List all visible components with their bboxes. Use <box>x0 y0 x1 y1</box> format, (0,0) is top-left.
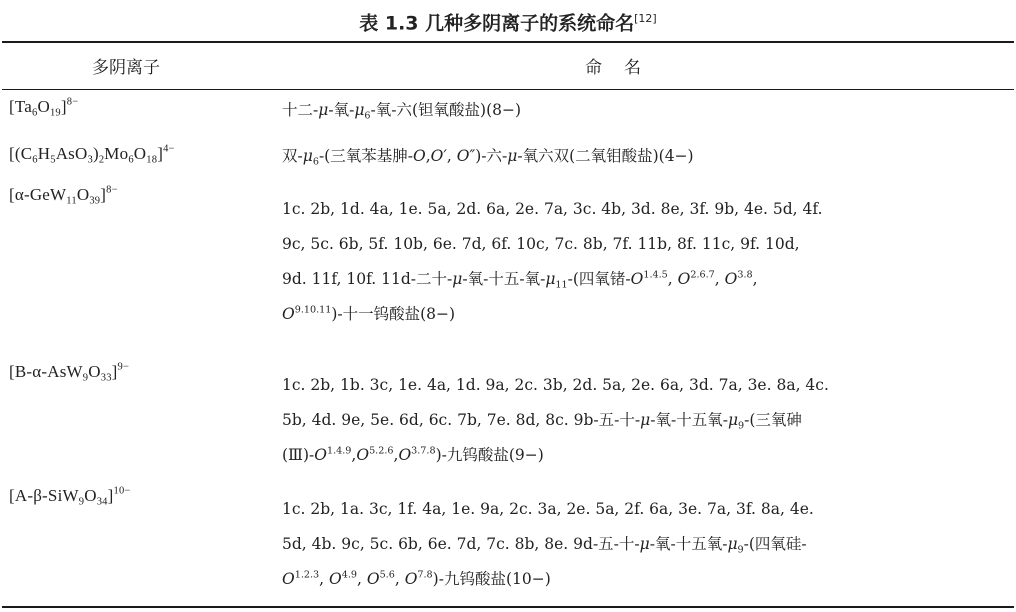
text-run: 5d, 4b. 9c, 5c. 6b, 6e. 7d, 7c. 8b, 8e. 9d-五-十- <box>282 535 640 553</box>
superscript: 4.9 <box>341 569 357 581</box>
italic-text: μ <box>302 147 313 165</box>
row-1-formula <box>9 95 78 119</box>
name-line <box>282 403 1008 438</box>
text-run: [Ta <box>9 97 33 116</box>
subscript: 11 <box>555 279 568 291</box>
text-run: , <box>714 270 725 288</box>
superscript: 10− <box>113 485 131 497</box>
text-run: , <box>752 270 758 288</box>
subscript: 6 <box>312 156 319 168</box>
superscript: 3.7.8 <box>411 445 436 457</box>
text-run: ) <box>92 144 99 163</box>
superscript: 1.4.9 <box>327 445 352 457</box>
italic-text: O <box>412 147 426 165</box>
italic-text: O <box>282 570 295 588</box>
text-run: -氧- <box>328 101 355 119</box>
italic-text: μ <box>452 270 463 288</box>
superscript: 4− <box>163 143 175 155</box>
text-run: -氧六双(二氧钼酸盐)(4−) <box>517 147 694 165</box>
text-run: O <box>76 185 90 204</box>
text-run: -(三氧砷 <box>744 411 802 429</box>
subscript: 33 <box>100 372 112 384</box>
text-run: 1c. 2b, 1b. 3c, 1e. 4a, 1d. 9a, 2c. 3b, 2d. 5a, 2e. 6a, 3d. 7a, 3e. 8a, 4c. <box>282 376 829 394</box>
italic-text: O <box>398 446 412 464</box>
subscript: 11 <box>66 195 77 207</box>
text-run: -氧-十五氧- <box>649 535 728 553</box>
text-run: 1c. 2b, 1a. 3c, 1f. 4a, 1e. 9a, 2c. 3a, 2e. 5a, 2f. 6a, 3e. 7a, 3f. 8a, 4e. <box>282 500 814 518</box>
row-2-name <box>282 144 1008 168</box>
superscript: 8− <box>66 96 79 108</box>
text-run: ] <box>100 185 107 204</box>
italic-text: O′ <box>430 147 447 165</box>
superscript: 9.10.11 <box>294 304 332 316</box>
subscript: 9 <box>82 372 89 384</box>
subscript: 6 <box>32 154 38 166</box>
name-line <box>282 368 1008 403</box>
italic-text: μ <box>507 147 518 165</box>
subscript: 39 <box>89 195 101 207</box>
name-line <box>282 144 1008 168</box>
table-bottom-rule <box>2 606 1014 608</box>
subscript: 6 <box>32 107 38 119</box>
name-line <box>282 492 1008 527</box>
text-run: -(四氧硅- <box>743 535 807 553</box>
text-run: -(三氧苯基胂- <box>318 147 413 165</box>
text-run: , <box>394 570 405 588</box>
text-run: )-九钨酸盐(9−) <box>435 446 544 464</box>
italic-text: μ <box>354 101 365 119</box>
text-run: O <box>84 486 97 505</box>
superscript: 8− <box>106 184 118 196</box>
text-run: ] <box>157 144 164 163</box>
italic-text: μ <box>727 535 738 553</box>
italic-text: O <box>630 270 644 288</box>
text-run: [A-β-SiW <box>9 486 79 505</box>
text-run: )-十一钨酸盐(8−) <box>331 305 456 323</box>
caption-reference: [12] <box>634 12 657 25</box>
subscript: 3 <box>87 154 93 166</box>
text-run: [α-GeW <box>9 185 67 204</box>
text-run: O <box>37 97 50 116</box>
text-run: 9c, 5c. 6b, 5f. 10b, 6e. 7d, 6f. 10c, 7c. 8b, 7f. 11b, 8f. 11c, 9f. 10d, <box>282 235 800 253</box>
superscript: 2.6.7 <box>690 269 715 281</box>
subscript: 9 <box>737 544 744 556</box>
text-run: 1c. 2b, 1d. 4a, 1e. 5a, 2d. 6a, 2e. 7a, 3c. 4b, 3d. 8e, 3f. 9b, 4e. 5d, 4f. <box>282 200 823 218</box>
row-3-formula <box>9 183 118 207</box>
caption-title: 表 1.3 几种多阴离子的系统命名 <box>359 12 635 35</box>
text-run: , <box>667 270 678 288</box>
italic-text: μ <box>318 101 329 119</box>
name-line <box>282 98 1008 122</box>
text-run: , <box>356 570 367 588</box>
text-run: , <box>319 570 329 588</box>
name-line <box>282 527 1008 562</box>
row-4-formula <box>9 360 129 384</box>
text-run: H <box>37 144 51 163</box>
text-run: Mo <box>104 144 129 163</box>
text-run: [(C <box>9 144 33 163</box>
italic-text: O <box>404 570 418 588</box>
text-run: O <box>88 362 101 381</box>
italic-text: O <box>677 270 691 288</box>
italic-text: μ <box>727 411 739 429</box>
text-run: ] <box>111 362 118 381</box>
italic-text: O <box>329 570 342 588</box>
superscript: 7.8 <box>417 569 433 581</box>
name-line <box>282 438 1008 473</box>
subscript: 9 <box>78 496 85 508</box>
italic-text: O <box>366 570 380 588</box>
subscript: 19 <box>49 107 61 119</box>
text-run: AsO <box>55 144 88 163</box>
superscript: 5.2.6 <box>369 445 394 457</box>
text-run: 十二- <box>282 101 319 119</box>
italic-text: O <box>356 446 370 464</box>
text-run: 9d. 11f, 10f. 11d-二十- <box>282 270 453 288</box>
row-1-name <box>282 98 1008 122</box>
superscript: 3.8 <box>737 269 753 281</box>
italic-text: O <box>314 446 327 464</box>
text-run: ] <box>107 486 114 505</box>
text-run: [B-α-AsW <box>9 362 83 381</box>
subscript: 6 <box>364 110 371 122</box>
subscript: 2 <box>98 154 105 166</box>
italic-text: O <box>724 270 738 288</box>
text-run: (Ⅲ)- <box>282 446 315 464</box>
subscript: 34 <box>96 496 108 508</box>
table-top-rule <box>2 41 1014 43</box>
name-line <box>282 562 1008 597</box>
text-run: -氧-六(钽氧酸盐)(8−) <box>370 101 522 119</box>
superscript: 1.4.5 <box>643 269 668 281</box>
header-polyanion: 多阴离子 <box>92 58 160 78</box>
row-2-formula <box>9 142 175 166</box>
row-3-name <box>282 192 1008 332</box>
name-line <box>282 192 1008 227</box>
text-run: , <box>351 446 357 464</box>
superscript: 9− <box>117 361 130 373</box>
superscript: 1.2.3 <box>294 569 320 581</box>
text-run: 5b, 4d. 9e, 5e. 6d, 6c. 7b, 7e. 8d, 8c. 9b-五-十- <box>282 411 641 429</box>
text-run: -氧-十五-氧- <box>462 270 546 288</box>
text-run: , <box>446 147 457 165</box>
italic-text: μ <box>545 270 556 288</box>
text-run: -(四氧锗- <box>567 270 631 288</box>
subscript: 9 <box>738 420 745 432</box>
text-run: , <box>393 446 399 464</box>
italic-text: μ <box>640 411 651 429</box>
italic-text: O″ <box>456 147 476 165</box>
text-run: ] <box>60 97 67 116</box>
name-line <box>282 297 1008 332</box>
subscript: 6 <box>128 154 134 166</box>
text-run: -氧-十五氧- <box>650 411 728 429</box>
header-nomenclature: 命名 <box>585 58 663 78</box>
row-4-name <box>282 368 1008 473</box>
text-run: O <box>133 144 147 163</box>
superscript: 5.6 <box>379 569 395 581</box>
subscript: 5 <box>50 154 56 166</box>
text-run: )-六- <box>475 147 508 165</box>
italic-text: O <box>282 305 295 323</box>
italic-text: μ <box>639 535 650 553</box>
name-line <box>282 262 1008 297</box>
text-run: 双- <box>282 147 303 165</box>
table-caption <box>0 6 1016 36</box>
text-run: )-九钨酸盐(10−) <box>432 570 551 588</box>
row-5-name <box>282 492 1008 597</box>
row-5-formula <box>9 484 131 508</box>
header-rule <box>2 89 1014 90</box>
text-run: , <box>425 147 431 165</box>
subscript: 18 <box>146 154 158 166</box>
name-line <box>282 227 1008 262</box>
